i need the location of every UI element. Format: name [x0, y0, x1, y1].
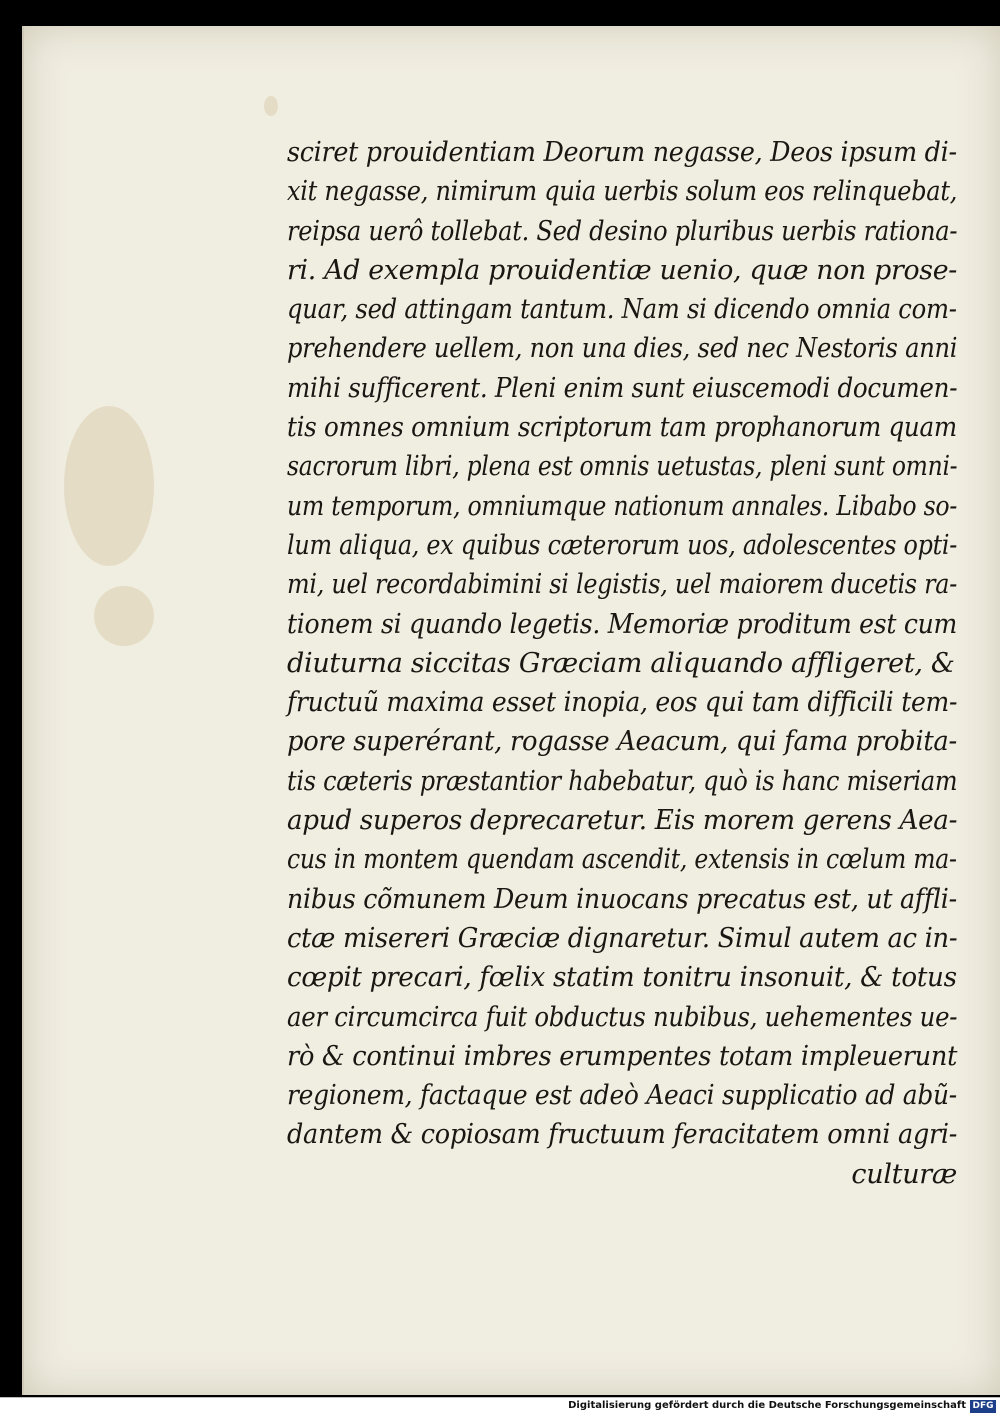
dfg-logo: DFG [970, 1400, 996, 1413]
text-line: cœpit precari, fœlix statim tonitru insonuit, & totus [287, 962, 957, 994]
text-line: tis omnes omnium scriptorum tam prophanorum quam [287, 412, 957, 444]
text-line: cus in montem quendam ascendit, extensis in cœlum ma- [287, 844, 957, 876]
text-line: reipsa uerô tollebat. Sed desino pluribus uerbis rationa- [287, 215, 958, 247]
text-line: xit negasse, nimirum quia uerbis solum eos relinquebat, [287, 176, 958, 208]
text-line: mi, uel recordabimini si legistis, uel maiorem ducetis ra- [287, 569, 958, 601]
text-line: apud superos deprecaretur. Eis morem gerens Aea- [287, 805, 958, 837]
text-line: dantem & copiosam fructuum feracitatem omni agri- [287, 1119, 958, 1151]
page-text [287, 133, 967, 1194]
text-line: prehendere uellem, non una dies, sed nec Nestoris anni [287, 333, 958, 365]
catchword: culturæ [851, 1158, 957, 1190]
text-line: sciret prouidentiam Deorum negasse, Deos ipsum di- [287, 137, 957, 168]
paper-stain [264, 96, 278, 116]
text-line: sacrorum libri, plena est omnis uetustas, pleni sunt omni- [287, 451, 958, 483]
text-line: ctæ misereri Græciæ dignaretur. Simul autem ac in- [287, 922, 958, 954]
text-line: rò & continui imbres erumpentes totam impleuerunt [287, 1040, 958, 1072]
text-line: mihi sufficerent. Pleni enim sunt eiuscemodi documen- [287, 372, 958, 404]
text-line: quar, sed attingam tantum. Nam si dicendo omnia com- [287, 294, 957, 326]
text-line: tionem si quando legetis. Memoriæ proditum est cum [287, 608, 957, 640]
funding-credit: Digitalisierung gefördert durch die Deutsche Forschungsgemeinschaft [568, 1400, 966, 1411]
footer-bar [0, 1397, 1000, 1416]
text-line: tis cæteris præstantior habebatur, quò is hanc miseriam [287, 765, 958, 797]
text-line: regionem, factaque est adeò Aeaci supplicatio ad abũ- [287, 1080, 957, 1112]
text-line: fructuũ maxima esset inopia, eos qui tam difficili tem- [287, 687, 958, 719]
text-line: aer circumcirca fuit obductus nubibus, uehementes ue- [287, 1001, 958, 1033]
paper-stain [64, 406, 154, 566]
text-line: ri. Ad exempla prouidentiæ uenio, quæ non prose- [287, 254, 958, 286]
text-line: lum aliqua, ex quibus cæterorum uos, adolescentes opti- [287, 529, 958, 561]
text-line: nibus cõmunem Deum inuocans precatus est, ut affli- [287, 883, 957, 915]
text-line: pore superérant, rogasse Aeacum, qui fama probita- [287, 726, 957, 758]
text-line: um temporum, omniumque nationum annales. Libabo so- [287, 490, 958, 522]
paper-stain [94, 586, 154, 646]
text-line: diuturna siccitas Græciam aliquando affligeret, & [287, 647, 955, 679]
